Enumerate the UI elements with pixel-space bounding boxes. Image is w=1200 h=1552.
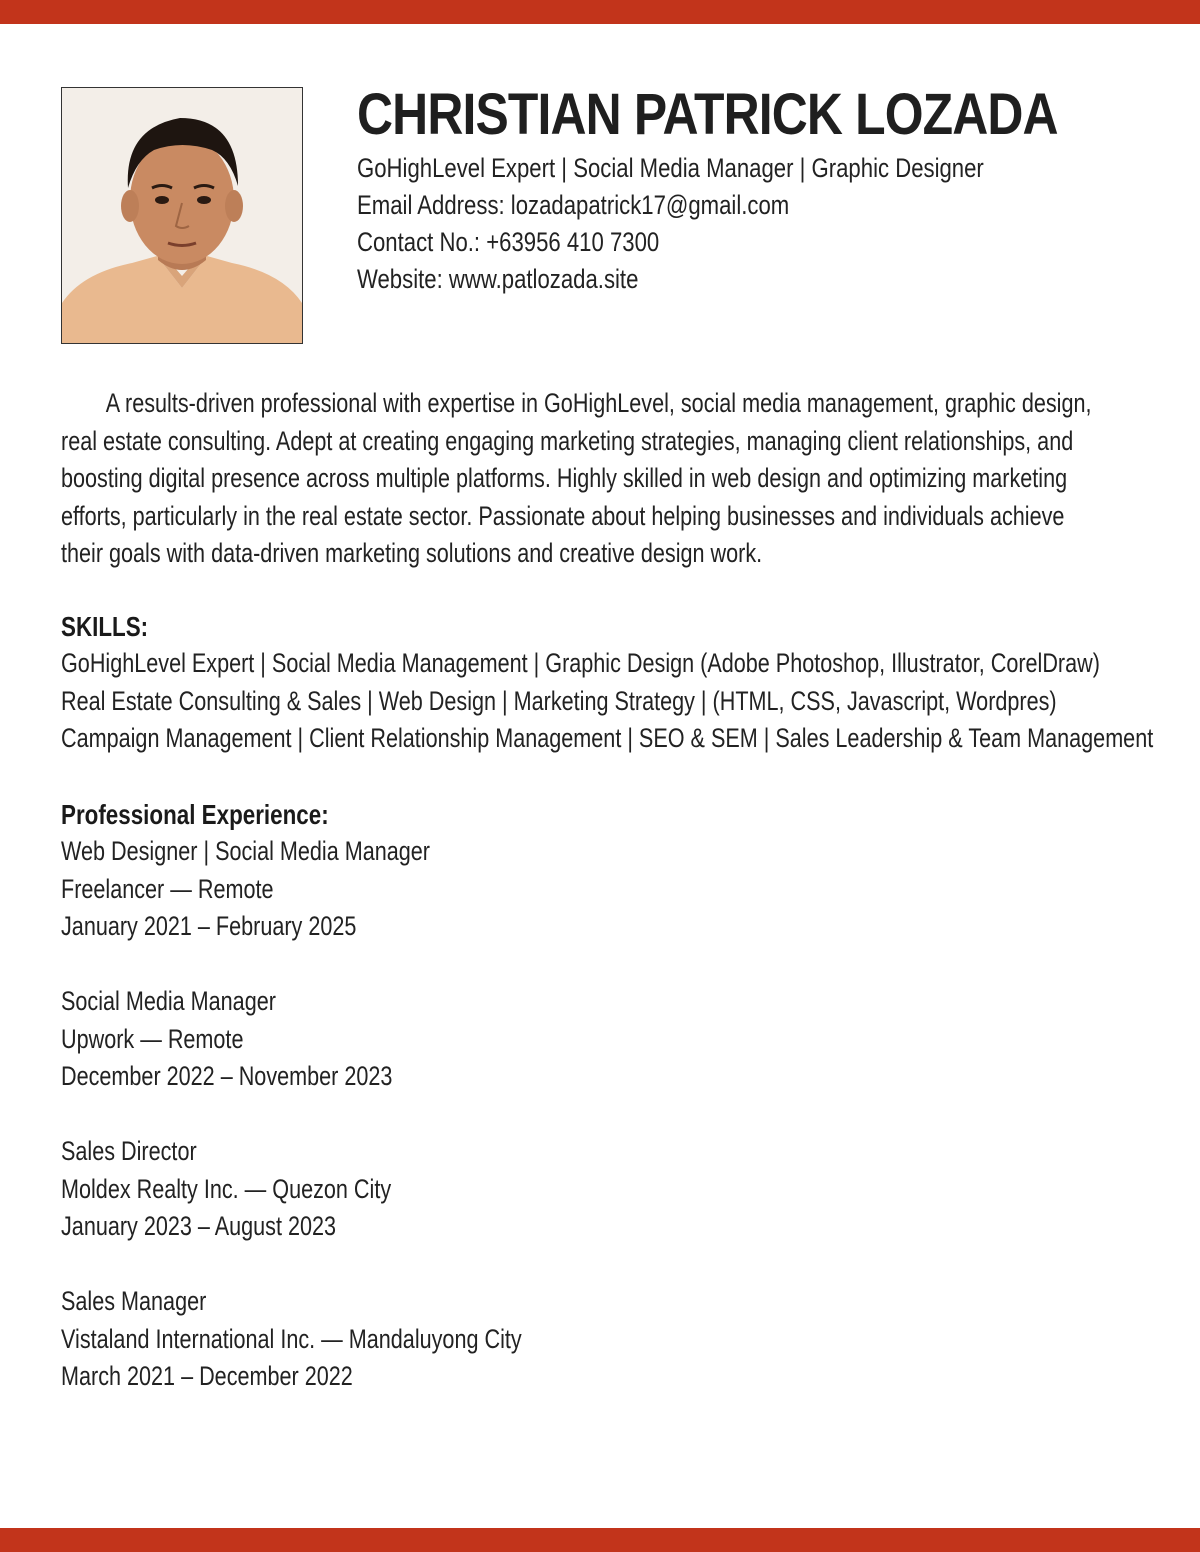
email-address: Email Address: lozadapatrick17@gmail.com [357,190,790,220]
job-entry [61,1283,522,1396]
job-role: Social Media Manager [61,986,276,1016]
bottom-accent-band [0,1528,1200,1552]
job-company: Upwork — Remote [61,1023,244,1054]
summary-line: boosting digital presence across multiple platforms. Highly skilled in web design and optimizing marketing [61,463,1068,493]
job-role: Sales Manager [61,1286,207,1316]
top-accent-band [0,0,1200,24]
skills-line: Real Estate Consulting & Sales | Web Design | Marketing Strategy | (HTML, CSS, Javascript, Wordpres) [61,685,1057,716]
job-entry [61,833,522,946]
job-company: Moldex Realty Inc. — Quezon City [61,1173,392,1204]
job-dates: December 2022 – November 2023 [61,1061,393,1091]
job-role: Sales Director [61,1136,197,1166]
job-dates: January 2021 – February 2025 [61,911,357,941]
job-company: Freelancer — Remote [61,873,274,904]
job-role: Web Designer | Social Media Manager [61,836,430,866]
skills-line: GoHighLevel Expert | Social Media Management | Graphic Design (Adobe Photoshop, Illustrator, CorelDraw) [61,648,1100,678]
contact-number: Contact No.: +63956 410 7300 [357,227,660,257]
skills-heading: SKILLS: [61,611,149,642]
tagline: GoHighLevel Expert | Social Media Manager | Graphic Designer [357,153,984,183]
job-dates: March 2021 – December 2022 [61,1361,353,1391]
summary-line: A results-driven professional with expertise in GoHighLevel, social media management, graphic design, [105,388,1092,418]
job-entry [61,1133,522,1246]
job-dates: January 2023 – August 2023 [61,1211,337,1241]
skills-section [61,608,1153,758]
job-entry [61,983,522,1096]
professional-summary [61,385,1092,573]
skills-line: Campaign Management | Client Relationship Management | SEO & SEM | Sales Leadership & Team Management [61,723,1154,753]
candidate-name: CHRISTIAN PATRICK LOZADA [357,82,1058,147]
experience-heading: Professional Experience: [61,799,329,830]
profile-photo-illustration [62,88,302,343]
summary-line: their goals with data-driven marketing solutions and creative design work. [61,538,763,568]
profile-photo [61,87,303,344]
contact-block [357,150,984,298]
website: Website: www.patlozada.site [357,264,639,294]
experience-section [61,796,522,1433]
summary-line: real estate consulting. Adept at creating engaging marketing strategies, managing client relationships, and [61,425,1074,456]
summary-line: efforts, particularly in the real estate sector. Passionate about helping businesses and individuals achieve [61,500,1065,531]
job-company: Vistaland International Inc. — Mandaluyong City [61,1323,522,1354]
